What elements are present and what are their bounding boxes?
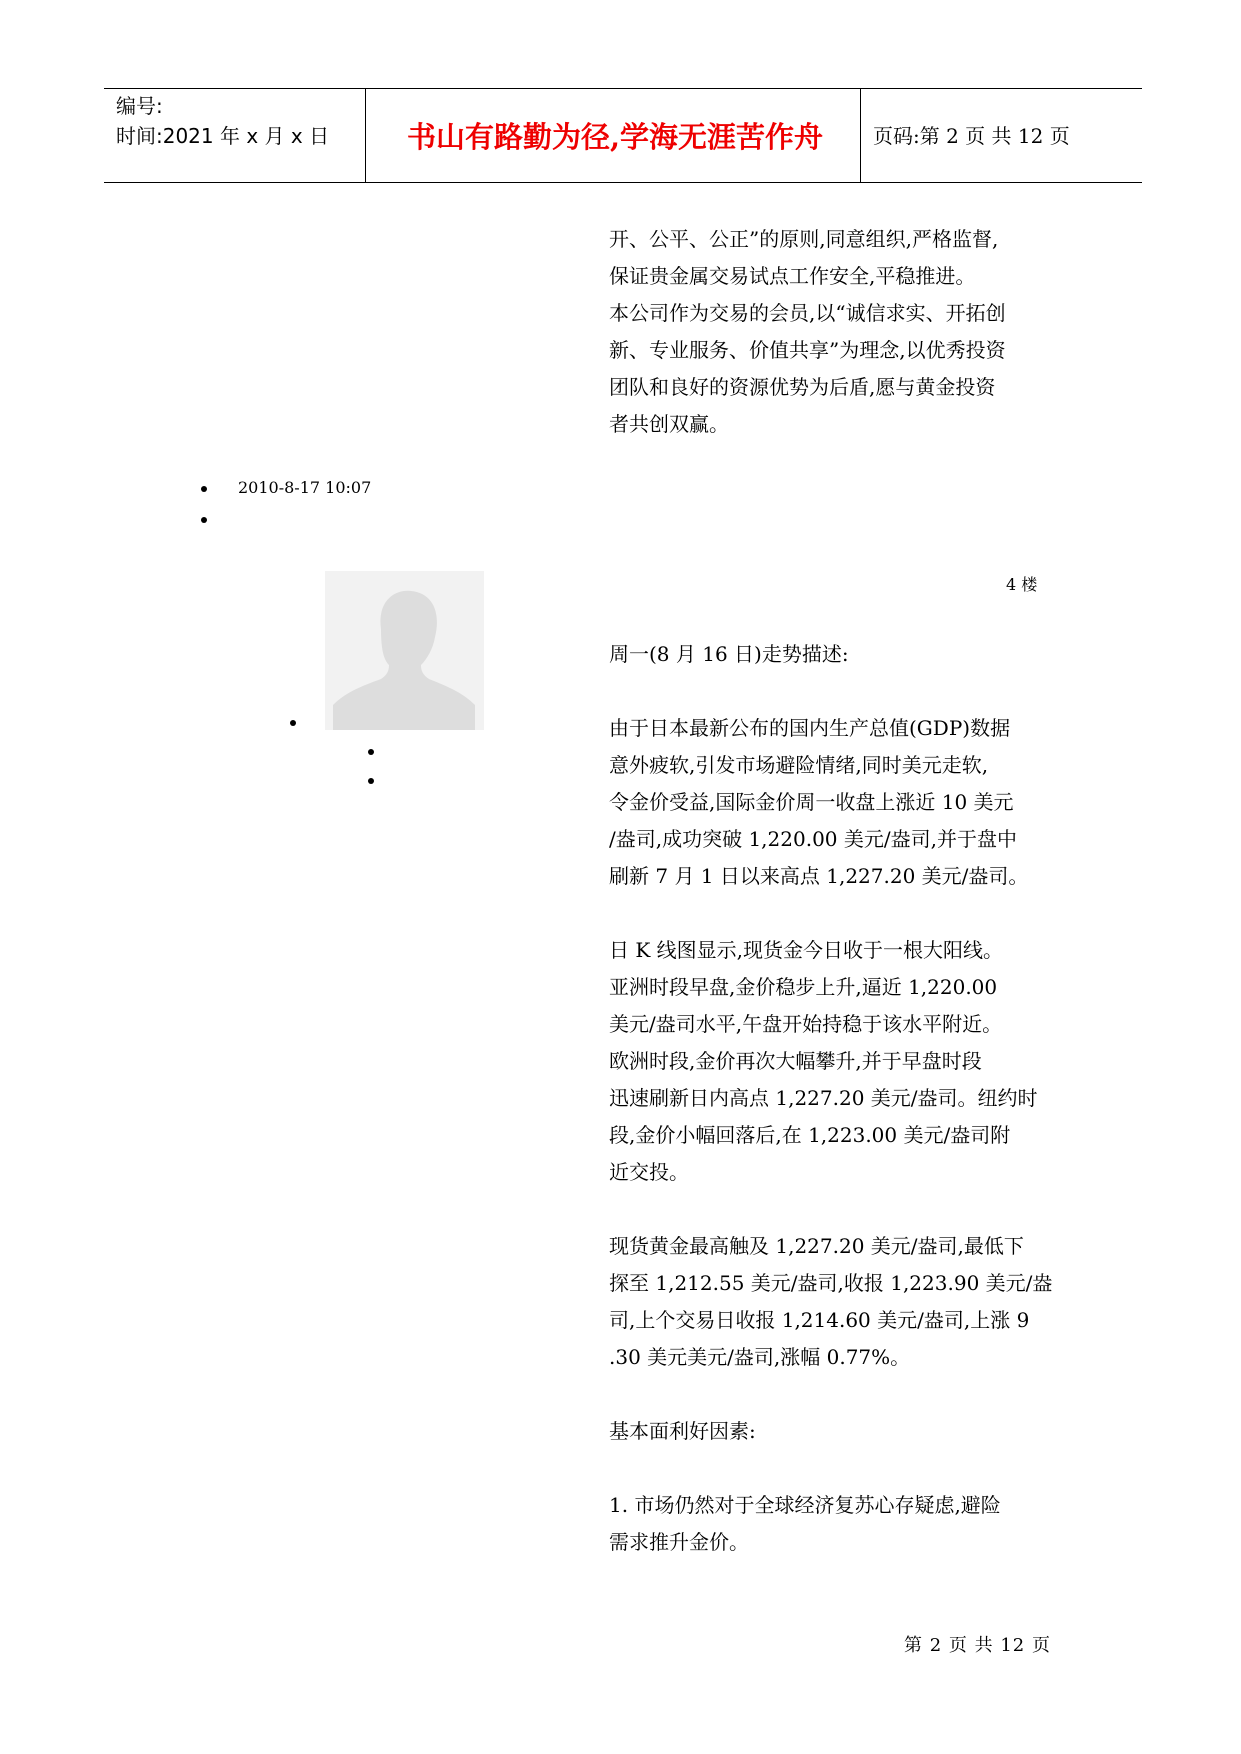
text-line: 欧洲时段,金价再次大幅攀升,并于早盘时段 bbox=[609, 1049, 982, 1073]
post-timestamp: 2010-8-17 10:07 bbox=[238, 478, 372, 497]
post-subheading bbox=[609, 1413, 1061, 1450]
text-line: 迅速刷新日内高点 1,227.20 美元/盎司。纽约时 bbox=[609, 1086, 1038, 1110]
text-line: 近交投。 bbox=[609, 1160, 689, 1184]
post-item-1 bbox=[609, 1487, 1061, 1561]
text-line: 保证贵金属交易试点工作安全,平稳推进。 bbox=[609, 264, 976, 288]
header-page-label: 页码:第 2 页 共 12 页 bbox=[873, 124, 1070, 148]
text-line: 现货黄金最高触及 1,227.20 美元/盎司,最低下 bbox=[609, 1234, 1024, 1258]
header-info bbox=[116, 91, 329, 151]
text-line: .30 美元美元/盎司,涨幅 0.77%。 bbox=[609, 1345, 911, 1369]
text-line: 美元/盎司水平,午盘开始持稳于该水平附近。 bbox=[609, 1012, 1003, 1036]
text-line: 团队和良好的资源优势为后盾,愿与黄金投资 bbox=[609, 375, 996, 399]
header-motto: 书山有路勤为径,学海无涯苦作舟 bbox=[406, 120, 824, 154]
bullet-icon bbox=[368, 778, 374, 784]
bullet-icon bbox=[201, 486, 207, 492]
header-divider-left bbox=[365, 88, 366, 183]
post-subheading-text: 基本面利好因素: bbox=[609, 1419, 756, 1443]
post-paragraph-1 bbox=[609, 710, 1061, 895]
floor-number: 4 楼 bbox=[1006, 575, 1038, 594]
post-heading-text: 周一(8 月 16 日)走势描述: bbox=[609, 642, 849, 666]
text-line: 司,上个交易日收报 1,214.60 美元/盎司,上涨 9 bbox=[609, 1308, 1030, 1332]
text-line: 日 K 线图显示,现货金今日收于一根大阳线。 bbox=[609, 938, 1004, 962]
text-line: 令金价受益,国际金价周一收盘上涨近 10 美元 bbox=[609, 790, 1014, 814]
time-label: 时间:2021 年 x 月 x 日 bbox=[116, 124, 330, 148]
text-line: 1. 市场仍然对于全球经济复苏心存疑虑,避险 bbox=[609, 1493, 1001, 1517]
post-paragraph-3 bbox=[609, 1228, 1053, 1376]
default-avatar-icon bbox=[325, 571, 484, 730]
text-line: 亚洲时段早盘,金价稳步上升,逼近 1,220.00 bbox=[609, 975, 998, 999]
user-avatar[interactable] bbox=[325, 571, 484, 730]
bullet-icon bbox=[368, 749, 374, 755]
text-line: 新、专业服务、价值共享”为理念,以优秀投资 bbox=[609, 338, 1006, 362]
text-line: 由于日本最新公布的国内生产总值(GDP)数据 bbox=[609, 716, 1011, 740]
text-line: 本公司作为交易的会员,以“诚信求实、开拓创 bbox=[609, 301, 1006, 325]
number-label: 编号: bbox=[116, 94, 163, 118]
text-line: /盎司,成功突破 1,220.00 美元/盎司,并于盘中 bbox=[609, 827, 1017, 851]
text-line: 者共创双赢。 bbox=[609, 412, 729, 436]
bullet-icon bbox=[290, 720, 296, 726]
text-line: 开、公平、公正”的原则,同意组织,严格监督, bbox=[609, 227, 999, 251]
text-line: 刷新 7 月 1 日以来高点 1,227.20 美元/盎司。 bbox=[609, 864, 1029, 888]
header-bottom-rule bbox=[104, 182, 1142, 183]
page-footer: 第 2 页 共 12 页 bbox=[904, 1635, 1051, 1656]
text-line: 意外疲软,引发市场避险情绪,同时美元走软, bbox=[609, 753, 989, 777]
post-heading bbox=[609, 636, 1061, 673]
post-paragraph-2 bbox=[609, 932, 1061, 1191]
previous-post-tail bbox=[609, 221, 1061, 443]
bullet-icon bbox=[201, 517, 207, 523]
text-line: 需求推升金价。 bbox=[609, 1530, 749, 1554]
text-line: 段,金价小幅回落后,在 1,223.00 美元/盎司附 bbox=[609, 1123, 1011, 1147]
header-top-rule bbox=[104, 88, 1142, 89]
text-line: 探至 1,212.55 美元/盎司,收报 1,223.90 美元/盎 bbox=[609, 1271, 1053, 1295]
